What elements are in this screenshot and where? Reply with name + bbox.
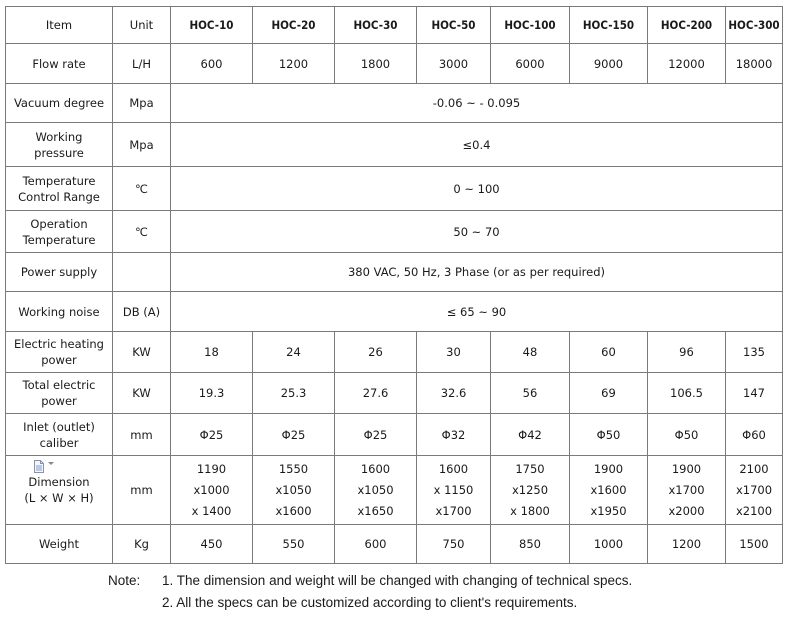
row-value: 56 [491, 373, 570, 414]
row-value-line: 1900 [593, 461, 624, 476]
row-value [726, 456, 783, 525]
row-value: 6000 [491, 44, 570, 84]
row-unit: mm [113, 456, 171, 525]
row-value: 750 [417, 525, 491, 564]
row-value-line: x2000 [668, 503, 705, 518]
header-model: HOC-20 [253, 7, 335, 44]
row-value: 600 [335, 525, 417, 564]
header-model: HOC-10 [171, 7, 253, 44]
row-unit: ℃ [113, 167, 171, 211]
table-row [6, 167, 783, 211]
row-label [6, 292, 113, 332]
row-value: Φ42 [491, 414, 570, 456]
row-value: 96 [648, 332, 726, 373]
row-label-line: pressure [34, 145, 84, 160]
row-label-line: Dimension [28, 475, 90, 489]
row-value: 12000 [648, 44, 726, 84]
row-value: 18000 [726, 44, 783, 84]
row-value-line: x1250 [511, 482, 549, 497]
row-value-merged: ≤ 65 ~ 90 [171, 292, 783, 332]
header-unit: Unit [113, 7, 171, 44]
spec-body [6, 44, 783, 564]
row-value-merged: ≤0.4 [171, 123, 783, 167]
row-value-line: x1600 [275, 503, 312, 518]
row-value-line: 1550 [278, 461, 309, 476]
row-unit: Mpa [113, 84, 171, 123]
row-value: 30 [417, 332, 491, 373]
row-label [6, 253, 113, 292]
row-value-merged: 0 ~ 100 [171, 167, 783, 211]
row-value [335, 456, 417, 525]
row-unit [113, 253, 171, 292]
row-value-line: 1750 [515, 461, 545, 476]
row-value-line: x1050 [357, 482, 394, 497]
row-value-line: x1700 [435, 503, 472, 518]
row-value: 1500 [726, 525, 783, 564]
row-label [6, 373, 113, 414]
row-label [6, 84, 113, 123]
header-item: Item [6, 7, 113, 44]
row-value-line: x 1400 [191, 503, 232, 518]
row-value-line: 1190 [196, 461, 227, 476]
row-label-line: Electric heating [14, 337, 104, 351]
row-value: 3000 [417, 44, 491, 84]
row-value: 600 [171, 44, 253, 84]
spec-table [5, 6, 783, 564]
row-label-line: (L × W × H) [24, 491, 94, 505]
row-value: Φ50 [570, 414, 648, 456]
row-value: 106.5 [648, 373, 726, 414]
row-value: 19.3 [171, 373, 253, 414]
row-value-line: x1050 [275, 482, 312, 497]
row-label [6, 414, 113, 456]
table-row [6, 253, 783, 292]
row-value: 550 [253, 525, 335, 564]
row-value: 1200 [648, 525, 726, 564]
row-label-line: Working noise [18, 304, 100, 319]
row-value: Φ60 [726, 414, 783, 456]
table-row [6, 525, 783, 564]
row-value: 135 [726, 332, 783, 373]
row-label-line: power [41, 394, 77, 408]
row-value: Φ50 [648, 414, 726, 456]
row-value-line: x1650 [357, 503, 394, 518]
row-label-line: Control Range [18, 189, 100, 204]
row-value: 26 [335, 332, 417, 373]
row-label-line: Temperature [22, 173, 96, 188]
row-value: 1800 [335, 44, 417, 84]
row-value-merged: 50 ~ 70 [171, 211, 783, 253]
header-row [6, 7, 783, 44]
row-value: 1000 [570, 525, 648, 564]
header-model: HOC-300 [726, 7, 783, 44]
row-label [6, 456, 113, 525]
note-label: Note: [108, 573, 141, 588]
header-model: HOC-30 [335, 7, 417, 44]
row-label-line: Power supply [20, 265, 98, 279]
row-label-line: Working [35, 129, 83, 144]
row-label [6, 167, 113, 211]
header-model: HOC-50 [417, 7, 491, 44]
row-value: 27.6 [335, 373, 417, 414]
row-label [6, 44, 113, 84]
row-value: 24 [253, 332, 335, 373]
row-label [6, 123, 113, 167]
note-line: 2. All the specs can be customized according to client's requirements. [162, 595, 578, 610]
table-row [6, 414, 783, 456]
header-model: HOC-100 [491, 7, 570, 44]
table-row [6, 123, 783, 167]
row-unit: Kg [113, 525, 171, 564]
row-value [171, 456, 253, 525]
row-value-line: x1700 [668, 482, 705, 497]
row-unit: KW [113, 373, 171, 414]
row-unit: DB (A) [113, 292, 171, 332]
row-value [417, 456, 491, 525]
row-label [6, 525, 113, 564]
row-label [6, 211, 113, 253]
row-value-line: 2100 [739, 461, 769, 476]
row-value: 60 [570, 332, 648, 373]
row-value: Φ25 [253, 414, 335, 456]
row-value-line: 1900 [671, 461, 702, 476]
row-value [253, 456, 335, 525]
row-value [570, 456, 648, 525]
header-model: HOC-200 [648, 7, 726, 44]
row-value [648, 456, 726, 525]
header-model: HOC-150 [570, 7, 648, 44]
row-value: Φ32 [417, 414, 491, 456]
row-value-line: x1700 [735, 482, 773, 497]
row-label [6, 332, 113, 373]
row-value-merged: -0.06 ~ - 0.095 [171, 84, 783, 123]
table-row [6, 84, 783, 123]
row-value-merged: 380 VAC, 50 Hz, 3 Phase (or as per required) [171, 253, 783, 292]
table-row [6, 44, 783, 84]
row-value: 450 [171, 525, 253, 564]
row-value: 48 [491, 332, 570, 373]
row-label-line: caliber [39, 435, 79, 450]
row-label-line: Flow rate [32, 56, 86, 71]
row-value-line: x2100 [735, 503, 773, 518]
row-value-line: x1950 [590, 503, 627, 518]
row-unit: ℃ [113, 211, 171, 253]
table-row [6, 456, 783, 525]
row-unit: KW [113, 332, 171, 373]
row-value: 69 [570, 373, 648, 414]
row-value: 850 [491, 525, 570, 564]
table-row [6, 373, 783, 414]
row-value-line: 1600 [438, 461, 469, 476]
row-value: 32.6 [417, 373, 491, 414]
row-label-line: Vacuum degree [13, 96, 105, 110]
row-value-line: 1600 [360, 461, 391, 476]
row-value: 9000 [570, 44, 648, 84]
table-row [6, 292, 783, 332]
row-value-line: x1000 [193, 482, 230, 497]
row-label-line: Weight [38, 537, 80, 551]
row-label-line: power [41, 353, 77, 367]
row-unit: Mpa [113, 123, 171, 167]
row-label-line: Total electric [22, 378, 96, 392]
row-value-line: x 1800 [510, 503, 550, 518]
table-row [6, 332, 783, 373]
row-value: 18 [171, 332, 253, 373]
row-value: Φ25 [335, 414, 417, 456]
row-value [491, 456, 570, 525]
row-value-line: x1600 [590, 482, 627, 497]
row-label-line: Inlet (outlet) [23, 419, 95, 434]
table-row [6, 211, 783, 253]
row-label-line: Temperature [22, 232, 96, 247]
document-icon [34, 460, 44, 473]
row-label-line: Operation [30, 216, 88, 231]
chevron-down-icon [48, 462, 54, 465]
note-line: 1. The dimension and weight will be changed with changing of technical specs. [162, 573, 633, 588]
row-value: Φ25 [171, 414, 253, 456]
row-unit: L/H [113, 44, 171, 84]
row-value: 25.3 [253, 373, 335, 414]
row-unit: mm [113, 414, 171, 456]
row-value: 147 [726, 373, 783, 414]
row-value: 1200 [253, 44, 335, 84]
row-value-line: x 1150 [433, 482, 474, 497]
